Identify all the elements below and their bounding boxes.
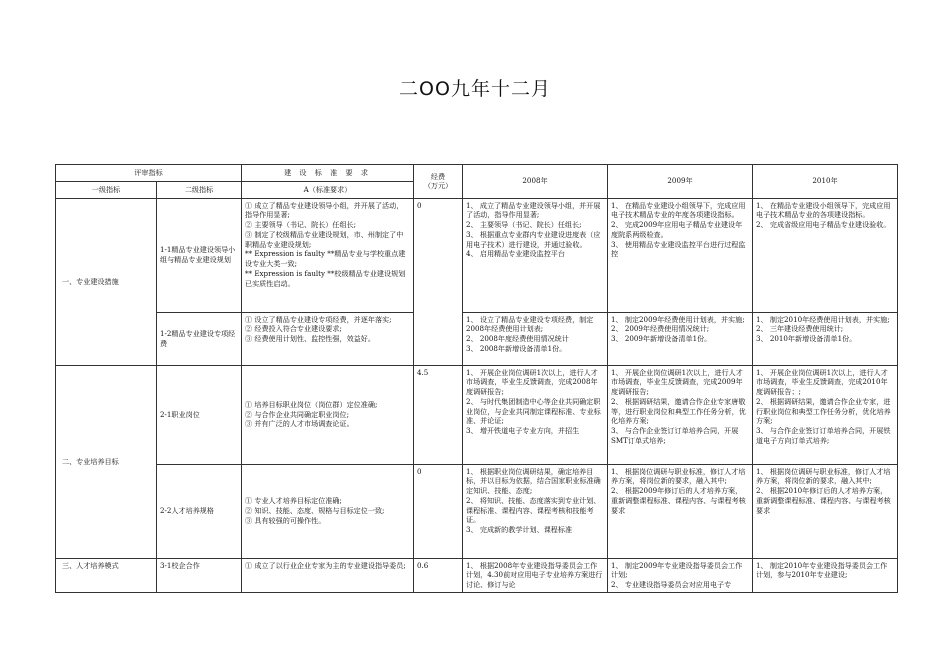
year-2010-cell	[753, 365, 898, 464]
list-item: ① 成立了精品专业建设领导小组，并开展了活动，指导作用显著;	[245, 200, 404, 220]
year-2008-cell	[463, 312, 608, 365]
list-item: 3、 2008年新增设备清单1份。	[466, 343, 567, 353]
list-item: ** Expression is faulty **精品专业与学校重点建设专业大类一致;	[245, 249, 406, 269]
list-item: 1、 根据岗位调研与职业标准，修订人才培养方案，将岗位新的要求，融入其中;	[611, 466, 746, 486]
list-item: ② 经费投入符合专业建设要求;	[245, 324, 342, 334]
list-item: 1、 根据职业岗位调研结果，确定培养目标，并以目标为依据，结合国家职业标准确定知识、技能、态度;	[466, 466, 601, 496]
standard-cell	[242, 198, 414, 312]
table-row	[56, 365, 898, 464]
header-level2: 二级指标	[157, 181, 242, 198]
list-item: 2、 2009年经费使用情况统计;	[611, 324, 710, 334]
list-item: 3、 2009年新增设备清单1份。	[611, 334, 712, 344]
list-item: ③ 具有较强的可操作性。	[245, 515, 326, 525]
list-item: 2、 完成省级应用电子精品专业建设验收。	[756, 220, 891, 230]
header-level1: 一级指标	[56, 181, 157, 198]
header-requirements: 建 设 标 准 要 求	[242, 165, 414, 182]
year-2009-cell	[608, 365, 753, 464]
list-item: 1、 根据2008年专业建设指导委员会工作计划，4.30前对应用电子专业培养方案进行讨论、修订与论	[466, 560, 603, 590]
standard-cell	[242, 558, 414, 592]
year-2008-cell	[463, 558, 608, 592]
list-item: 2、 根据调研结果，邀请合作企业专家，进行职业岗位和典型工作任务分析，优化培养方案;	[756, 396, 891, 426]
list-item: ③ 经费使用计划性、监控性强，效益好。	[245, 334, 375, 344]
list-item: 2、 专业建设指导委员会对应用电子专	[611, 580, 732, 590]
list-item: 1、 在精品专业建设小组领导下，完成应用电子技术精品专业的年度各项建设指标。	[611, 200, 746, 220]
standard-cell	[242, 464, 414, 558]
list-item: 3、 与合作企业签订订单培养合同，开展SMT订单式培养;	[611, 426, 739, 446]
level2-indicator: 2-2人才培养规格	[157, 464, 242, 558]
standard-cell	[242, 312, 414, 365]
list-item: 1、 制定2010年经费使用计划表，并实施;	[756, 314, 890, 324]
list-item: ① 专业人才培养目标定位准确;	[245, 496, 342, 506]
year-2010-cell	[753, 558, 898, 592]
list-item: 1、 制定2009年专业建设指导委员会工作计划;	[611, 560, 743, 580]
year-2009-cell	[608, 464, 753, 558]
list-item: 3、 完成新的教学计划、课程标准	[466, 525, 573, 535]
funds-cell: 0.6	[414, 558, 463, 592]
header-funds: 经费 （万元）	[414, 165, 463, 199]
header-review-indicator: 评审指标	[56, 165, 242, 182]
header-year-2009: 2009年	[608, 165, 753, 199]
level2-indicator: 1-2精品专业建设专项经费	[157, 312, 242, 365]
list-item: 2、 三年建设经费使用统计;	[756, 324, 844, 334]
funds-cell: 4.5	[414, 365, 463, 464]
level1-indicator: 二、专业培养目标	[56, 365, 157, 558]
construction-plan-table	[55, 164, 898, 593]
list-item: ① 设立了精品专业建设专项经费，并逐年落实;	[245, 314, 392, 324]
year-2009-cell	[608, 198, 753, 312]
page-title: 二OO九年十二月	[399, 78, 551, 100]
list-item: 2、 完成2009年应用电子精品专业建设年度院系两级检查。	[611, 220, 743, 239]
standard-cell	[242, 365, 414, 464]
table-row	[56, 312, 898, 365]
list-item: 2、 与时代集团制造中心等企业共同确定职业岗位，与企业共同制定课程标准、专业标准、并论证;	[466, 396, 601, 426]
level1-indicator: 一、专业建设措施	[56, 198, 157, 365]
table-row	[56, 198, 898, 312]
list-item: 1、 开展企业岗位调研1次以上，进行人才市场调查，毕业生反馈调查，完成2010年度调研报告；;	[756, 367, 888, 397]
year-2010-cell	[753, 198, 898, 312]
list-item: ② 与合作企业共同确定职业岗位;	[245, 409, 349, 419]
list-item: 2、 2008年度经费使用情况统计	[466, 334, 569, 344]
list-item: 1、 在精品专业建设小组领导下，完成应用电子技术精品专业的各项建设指标。	[756, 200, 891, 220]
header-standard: A（标准要求）	[242, 181, 414, 198]
year-2009-cell	[608, 312, 753, 365]
list-item: 1、 制定2009年经费使用计划表，并实施;	[611, 314, 745, 324]
list-item: 2、 将知识、技能、态度落实到专业计划、课程标准、课程内容、课程考核和技能考证。	[466, 495, 601, 525]
list-item: 1、 开展企业岗位调研1次以上，进行人才市场调查，毕业生反馈调查，完成2009年度调研报告;	[611, 367, 743, 397]
list-item: ① 成立了以行业企业专家为主的专业建设指导委员;	[245, 560, 406, 570]
list-item: 1、 制定2010年专业建设指导委员会工作计划，参与2010年专业建设;	[756, 560, 888, 580]
funds-cell: 0	[414, 198, 463, 365]
table-row	[56, 464, 898, 558]
year-2009-cell	[608, 558, 753, 592]
list-item: 2、 根据2010年修订后的人才培养方案，重新调整课程标准、课程内容、与课程考核要求	[756, 486, 891, 515]
year-2010-cell	[753, 312, 898, 365]
list-item: 3、 根据重点专业群内专业建设进度表（应用电子技术）进行建设，并通过验收。	[466, 229, 601, 249]
funds-cell: 0	[414, 464, 463, 558]
list-item: ① 培养目标职业岗位（岗位群）定位准确;	[245, 399, 378, 409]
level2-indicator: 3-1校企合作	[157, 558, 242, 592]
list-item: 1、 成立了精品专业建设领导小组，并开展了活动，指导作用显著;	[466, 200, 601, 220]
level1-indicator: 三、人才培养模式	[56, 558, 157, 592]
table-row	[56, 558, 898, 592]
header-row-1	[56, 165, 898, 182]
level2-indicator: 2-1职业岗位	[157, 365, 242, 464]
list-item: 1、 根据岗位调研与职业标准，修订人才培养方案，将岗位新的要求，融入其中;	[756, 466, 891, 486]
list-item: 3、 使用精品专业建设监控平台进行过程监控	[611, 239, 746, 259]
list-item: 3、 2010年新增设备清单1份。	[756, 334, 857, 344]
list-item: 2、 主要领导（书记、院长）任组长;	[466, 220, 582, 230]
list-item: 1、 设立了精品专业建设专项经费，制定2008年经费使用计划表;	[466, 314, 594, 334]
header-year-2010: 2010年	[753, 165, 898, 199]
list-item: 3、 增开铁道电子专业方向，并招生	[466, 426, 580, 436]
list-item: 3、 与合作企业签订订单培养合同，开展铁道电子方向订单式培养;	[756, 426, 891, 446]
year-2008-cell	[463, 198, 608, 312]
year-2008-cell	[463, 365, 608, 464]
list-item: ** Expression is faulty **校级精品专业建设规划已实质性启动。	[245, 269, 406, 288]
list-item: 1、 开展企业岗位调研1次以上，进行人才市场调查，毕业生反馈调查，完成2008年度调研报告;	[466, 367, 598, 397]
list-item: 2、 根据调研结果，邀请合作企业专家唐敬等，进行职业岗位和典型工作任务分析，优化培养方案;	[611, 396, 746, 426]
list-item: ③ 制定了校级精品专业建设规划，市、州制定了中职精品专业建设规划;	[245, 229, 404, 249]
year-2008-cell	[463, 464, 608, 558]
list-item: 2、 根据2009年修订后的人才培养方案，重新调整课程标准、课程内容、与课程考核要求	[611, 486, 746, 515]
year-2010-cell	[753, 464, 898, 558]
header-year-2008: 2008年	[463, 165, 608, 199]
level2-indicator: 1-1精品专业建设领导小组与精品专业建设规划	[157, 198, 242, 312]
list-item: ③ 并有广泛的人才市场调查论证。	[245, 419, 354, 429]
list-item: 4、 启用精品专业建设监控平台	[466, 249, 565, 259]
list-item: ② 知识、技能、态度、规格与目标定位一致;	[245, 506, 385, 516]
list-item: ② 主要领导（书记、院长）任组长;	[245, 220, 357, 230]
